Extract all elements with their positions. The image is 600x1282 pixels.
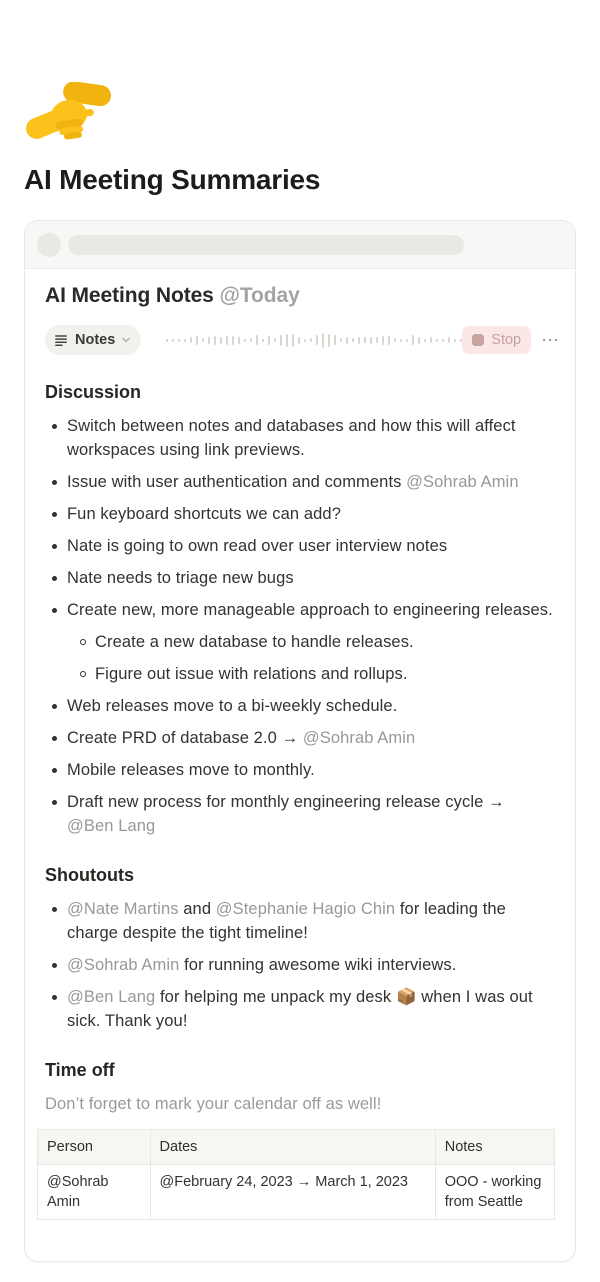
bullet-marker	[52, 704, 57, 709]
waveform-bar	[166, 339, 168, 342]
waveform-bar	[268, 336, 270, 345]
list-item-text: Fun keyboard shortcuts we can add?	[67, 505, 341, 523]
waveform-bar	[430, 337, 432, 343]
user-mention: @Nate Martins	[67, 900, 179, 918]
waveform-bar	[280, 335, 282, 346]
table-header-person: Person	[38, 1130, 151, 1165]
stop-square-icon	[472, 334, 484, 346]
waveform-bar	[388, 336, 390, 345]
list-item	[45, 598, 555, 622]
list-item	[45, 897, 555, 945]
waveform-bar	[346, 337, 348, 344]
bullet-marker	[52, 480, 57, 485]
notes-dropdown-button[interactable]	[45, 325, 141, 355]
waveform-bar	[220, 337, 222, 344]
waveform-bar	[298, 337, 300, 344]
list-item	[45, 566, 555, 590]
card-body	[25, 269, 575, 1220]
list-item-text: Create a new database to handle releases.	[95, 633, 414, 651]
waveform-bar	[202, 338, 204, 342]
card-window-topbar	[25, 221, 575, 269]
waveform-bar	[262, 339, 264, 342]
bullet-marker	[52, 512, 57, 517]
sub-bullet-marker	[80, 671, 86, 677]
list-item-text: for leading the charge despite the tight timeline!	[67, 900, 506, 942]
list-item-text: Switch between notes and databases and how this will affect workspaces using link previews.	[67, 417, 516, 459]
bullet-marker	[52, 995, 57, 1000]
waveform-bar	[208, 337, 210, 344]
timeoff-reminder-text: Don’t forget to mark your calendar off as well!	[45, 1095, 382, 1113]
list-item	[73, 630, 555, 654]
waveform-bar	[394, 338, 396, 342]
date-mention-today[interactable]: @Today	[219, 284, 300, 307]
waveform-bar	[412, 335, 414, 345]
waveform-bar	[244, 339, 246, 342]
user-mention: @Sohrab Amin	[406, 473, 519, 491]
waveform-bar	[370, 337, 372, 344]
bullet-marker	[52, 907, 57, 912]
waveform-bar	[238, 337, 240, 344]
stop-button-label: Stop	[491, 332, 522, 348]
list-item-text: Nate is going to own read over user interview notes	[67, 537, 448, 555]
bullet-marker	[52, 800, 57, 805]
waveform-bar	[226, 336, 228, 345]
chevron-down-icon	[121, 335, 131, 345]
list-item-text: Draft new process for monthly engineering release cycle →	[67, 793, 505, 811]
list-item	[73, 662, 555, 686]
waveform-bar	[184, 339, 186, 342]
shoutouts-list	[45, 897, 555, 1033]
notes-lines-icon	[54, 333, 69, 348]
user-mention: @Ben Lang	[67, 988, 156, 1006]
section-heading-discussion: Discussion	[45, 382, 142, 402]
table-cell-notes[interactable]: OOO - working from Seattle	[435, 1165, 554, 1220]
waveform-bar	[406, 339, 408, 342]
waveform-bar	[274, 338, 276, 342]
waveform-bar	[256, 335, 258, 345]
list-item	[45, 470, 555, 494]
waveform-bar	[214, 336, 216, 345]
table-cell-person[interactable]: @Sohrab Amin	[38, 1165, 151, 1220]
list-item	[45, 953, 555, 977]
list-item-text: for running awesome wiki interviews.	[179, 956, 457, 974]
waveform-bar	[454, 339, 456, 342]
waveform-bar	[196, 336, 198, 345]
note-title	[45, 284, 555, 308]
audio-waveform	[166, 331, 462, 349]
page-title: AI Meeting Summaries	[24, 164, 321, 195]
handshake-emoji-graphic	[24, 82, 114, 148]
waveform-bar	[340, 338, 342, 342]
section-heading-shoutouts: Shoutouts	[45, 865, 134, 885]
waveform-bar	[382, 336, 384, 345]
list-item-text: Issue with user authentication and comments	[67, 473, 407, 491]
discussion-list	[45, 414, 555, 838]
notes-dropdown-label: Notes	[75, 332, 116, 348]
more-options-button[interactable]: ⋯	[541, 330, 561, 350]
time-off-table	[37, 1129, 555, 1220]
waveform-bar	[316, 335, 318, 345]
list-item	[45, 790, 555, 838]
bullet-marker	[52, 544, 57, 549]
stop-recording-button[interactable]	[462, 326, 531, 354]
user-mention: @Ben Lang	[67, 817, 156, 835]
section-heading-timeoff: Time off	[45, 1060, 115, 1080]
waveform-bar	[424, 339, 426, 342]
page-icon-handshake-emoji[interactable]	[24, 82, 114, 148]
waveform-bar	[286, 334, 288, 347]
note-title-text: AI Meeting Notes	[45, 284, 214, 307]
waveform-bar	[328, 334, 330, 347]
waveform-bar	[250, 338, 252, 342]
waveform-bar	[310, 338, 312, 342]
bullet-marker	[52, 963, 57, 968]
waveform-bar	[436, 339, 438, 342]
list-item	[45, 985, 555, 1033]
table-row	[38, 1165, 555, 1220]
waveform-bar	[418, 337, 420, 344]
page	[0, 82, 600, 1262]
waveform-bar	[364, 337, 366, 343]
list-item-text: Nate needs to triage new bugs	[67, 569, 294, 587]
waveform-bar	[448, 337, 450, 343]
table-cell-dates[interactable]: @February 24, 2023 → March 1, 2023	[150, 1165, 435, 1220]
waveform-bar	[178, 339, 180, 342]
list-item	[45, 502, 555, 526]
list-item-text: for helping me unpack my desk 📦 when I was out sick. Thank you!	[67, 988, 533, 1030]
bullet-marker	[52, 736, 57, 741]
list-item	[45, 726, 555, 750]
table-header-notes: Notes	[435, 1130, 554, 1165]
list-item-text: Web releases move to a bi-weekly schedule.	[67, 697, 398, 715]
bullet-marker	[52, 608, 57, 613]
waveform-bar	[322, 333, 324, 348]
list-item	[45, 694, 555, 718]
list-item	[45, 414, 555, 462]
waveform-bar	[442, 339, 444, 342]
waveform-bar	[358, 337, 360, 344]
table-header-row	[38, 1130, 555, 1165]
recording-toolbar	[45, 325, 561, 355]
waveform-bar	[334, 335, 336, 345]
waveform-bar	[172, 339, 174, 342]
waveform-bar	[352, 338, 354, 342]
user-mention: @Sohrab Amin	[302, 729, 416, 747]
bullet-marker	[52, 424, 57, 429]
waveform-bar	[400, 339, 402, 342]
window-avatar-placeholder	[37, 233, 61, 257]
list-item-text: Create new, more manageable approach to engineering releases.	[67, 601, 553, 619]
list-item-text: Create PRD of database 2.0 →	[67, 729, 303, 747]
waveform-bar	[376, 337, 378, 343]
list-item	[45, 534, 555, 558]
table-header-dates: Dates	[150, 1130, 435, 1165]
list-item-text: and	[178, 900, 216, 918]
list-item-text: Mobile releases move to monthly.	[67, 761, 315, 779]
bullet-marker	[52, 768, 57, 773]
waveform-bar	[232, 336, 234, 345]
waveform-bar	[292, 334, 294, 347]
list-item-text: Figure out issue with relations and rollups.	[95, 665, 408, 683]
waveform-bar	[190, 337, 192, 343]
user-mention: @Sohrab Amin	[67, 956, 180, 974]
waveform-bar	[304, 339, 306, 342]
user-mention: @Stephanie Hagio Chin	[215, 900, 396, 918]
sub-bullet-marker	[80, 639, 86, 645]
list-item	[45, 758, 555, 782]
address-bar-placeholder	[68, 235, 464, 255]
meeting-notes-card	[24, 220, 576, 1262]
bullet-marker	[52, 576, 57, 581]
